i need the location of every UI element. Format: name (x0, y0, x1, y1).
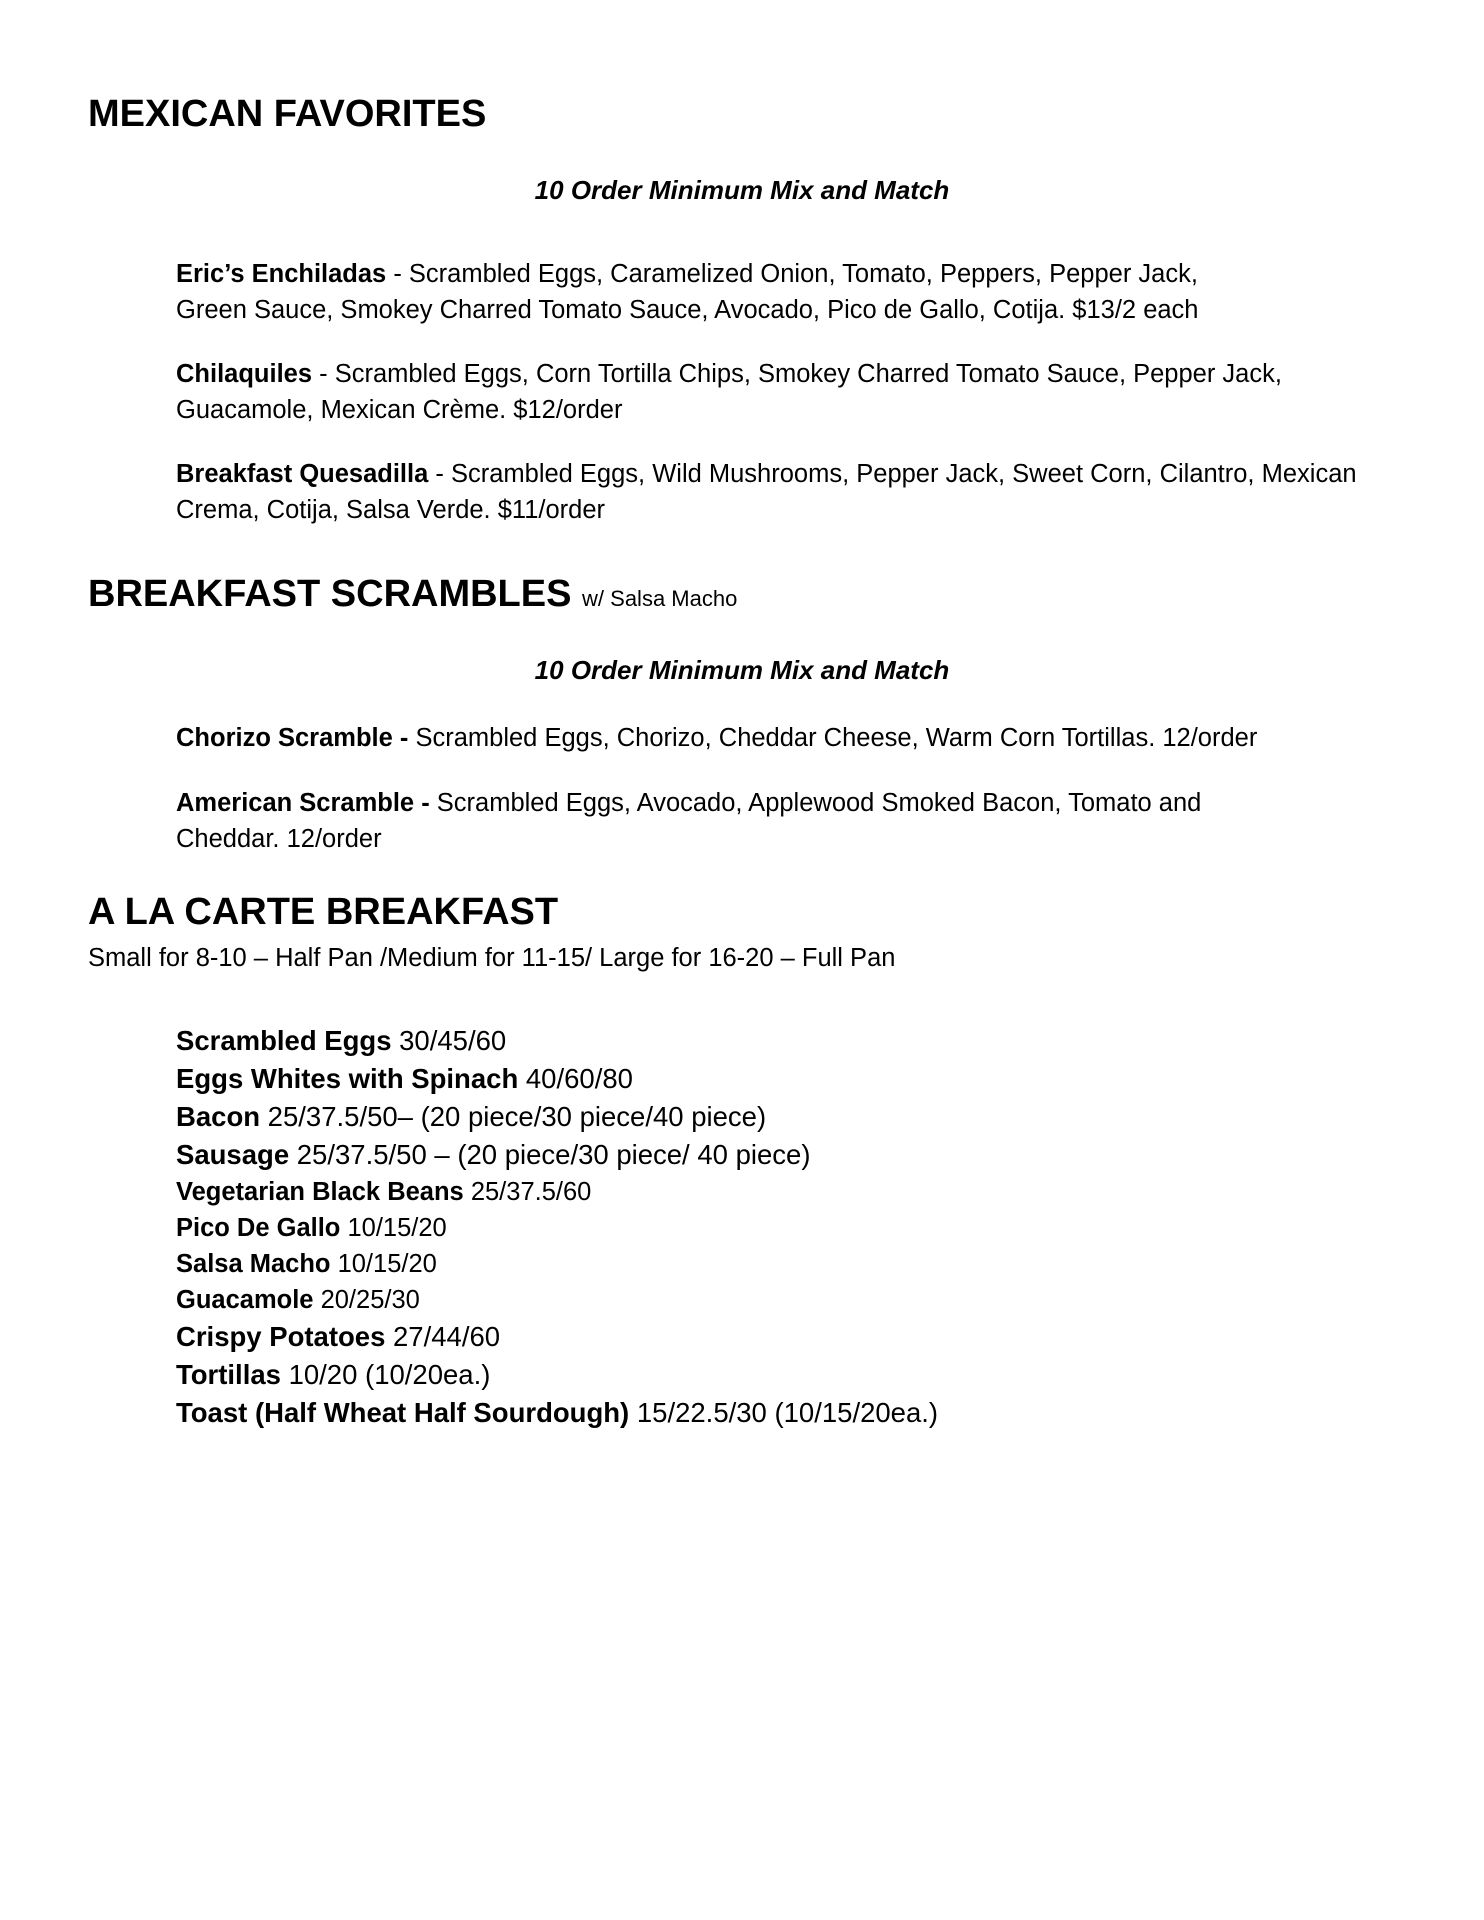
list-item (176, 1246, 1376, 1282)
item-name: Scrambled Eggs (176, 1025, 392, 1056)
menu-item (176, 356, 1406, 428)
item-name: Sausage (176, 1139, 290, 1170)
item-price: 10/15/20 (330, 1250, 437, 1278)
item-description: Scrambled Eggs, Avocado, Applewood Smoked Bacon, Tomato and (429, 789, 1202, 817)
item-price: 30/45/60 (391, 1025, 507, 1056)
section-title-mexican-favorites: MEXICAN FAVORITES (88, 93, 487, 135)
item-name: Chorizo Scramble - (176, 724, 409, 752)
menu-item (176, 785, 1406, 857)
section-subtitle: w/ Salsa Macho (582, 586, 738, 611)
list-item (176, 1210, 1376, 1246)
menu-item (176, 720, 1406, 756)
mexican-minimum-note: 10 Order Minimum Mix and Match (534, 175, 950, 205)
a-la-carte-list (176, 1022, 1376, 1432)
item-name: Salsa Macho (176, 1250, 331, 1278)
section-title-breakfast-scrambles (88, 572, 737, 621)
a-la-carte-size-note: Small for 8-10 – Half Pan /Medium for 11-15/ Large for 16-20 – Full Pan (88, 944, 896, 972)
menu-item (176, 256, 1406, 328)
list-item (176, 1022, 1376, 1060)
item-price: 27/44/60 (385, 1321, 501, 1352)
item-name: Toast (Half Wheat Half Sourdough) (176, 1397, 630, 1428)
item-name: Eric’s Enchiladas (176, 260, 387, 288)
list-item (176, 1098, 1376, 1136)
item-price: 25/37.5/50– (20 piece/30 piece/40 piece) (260, 1101, 767, 1132)
list-item (176, 1174, 1376, 1210)
item-price: 10/15/20 (340, 1214, 447, 1242)
item-price: 25/37.5/50 – (20 piece/30 piece/ 40 piece) (289, 1139, 811, 1170)
item-name: Breakfast Quesadilla (176, 460, 429, 488)
item-name: American Scramble - (176, 789, 430, 817)
item-description-cont: Guacamole, Mexican Crème. $12/order (176, 396, 623, 424)
item-name: Tortillas (176, 1359, 281, 1390)
list-item (176, 1136, 1376, 1174)
item-name: Bacon (176, 1101, 261, 1132)
list-item (176, 1060, 1376, 1098)
item-price: 25/37.5/60 (463, 1178, 592, 1206)
item-description: - Scrambled Eggs, Wild Mushrooms, Pepper Jack, Sweet Corn, Cilantro, Mexican (428, 460, 1357, 488)
item-name: Chilaquiles (176, 360, 313, 388)
item-name: Crispy Potatoes (176, 1321, 386, 1352)
item-description: Scrambled Eggs, Chorizo, Cheddar Cheese, Warm Corn Tortillas. 12/order (408, 724, 1258, 752)
list-item (176, 1318, 1376, 1356)
list-item (176, 1394, 1376, 1432)
item-description: - Scrambled Eggs, Corn Tortilla Chips, Smokey Charred Tomato Sauce, Pepper Jack, (312, 360, 1282, 388)
item-name: Guacamole (176, 1286, 314, 1314)
item-price: 40/60/80 (518, 1063, 633, 1094)
item-name: Eggs Whites with Spinach (176, 1063, 519, 1094)
scrambles-minimum-note: 10 Order Minimum Mix and Match (534, 655, 950, 685)
item-price: 10/20 (10/20ea.) (280, 1359, 491, 1390)
list-item (176, 1356, 1376, 1394)
menu-item (176, 456, 1406, 528)
section-title-a-la-carte: A LA CARTE BREAKFAST (88, 891, 559, 933)
section-title-text: BREAKFAST SCRAMBLES (88, 573, 572, 615)
item-description-cont: Cheddar. 12/order (176, 825, 382, 853)
item-price: 20/25/30 (313, 1286, 420, 1314)
item-name: Pico De Gallo (176, 1214, 341, 1242)
item-description-cont: Crema, Cotija, Salsa Verde. $11/order (176, 496, 605, 524)
item-name: Vegetarian Black Beans (176, 1178, 464, 1206)
item-price: 15/22.5/30 (10/15/20ea.) (629, 1397, 939, 1428)
item-description: - Scrambled Eggs, Caramelized Onion, Tomato, Peppers, Pepper Jack, (386, 260, 1198, 288)
list-item (176, 1282, 1376, 1318)
item-description-cont: Green Sauce, Smokey Charred Tomato Sauce, Avocado, Pico de Gallo, Cotija. $13/2 each (176, 296, 1199, 324)
